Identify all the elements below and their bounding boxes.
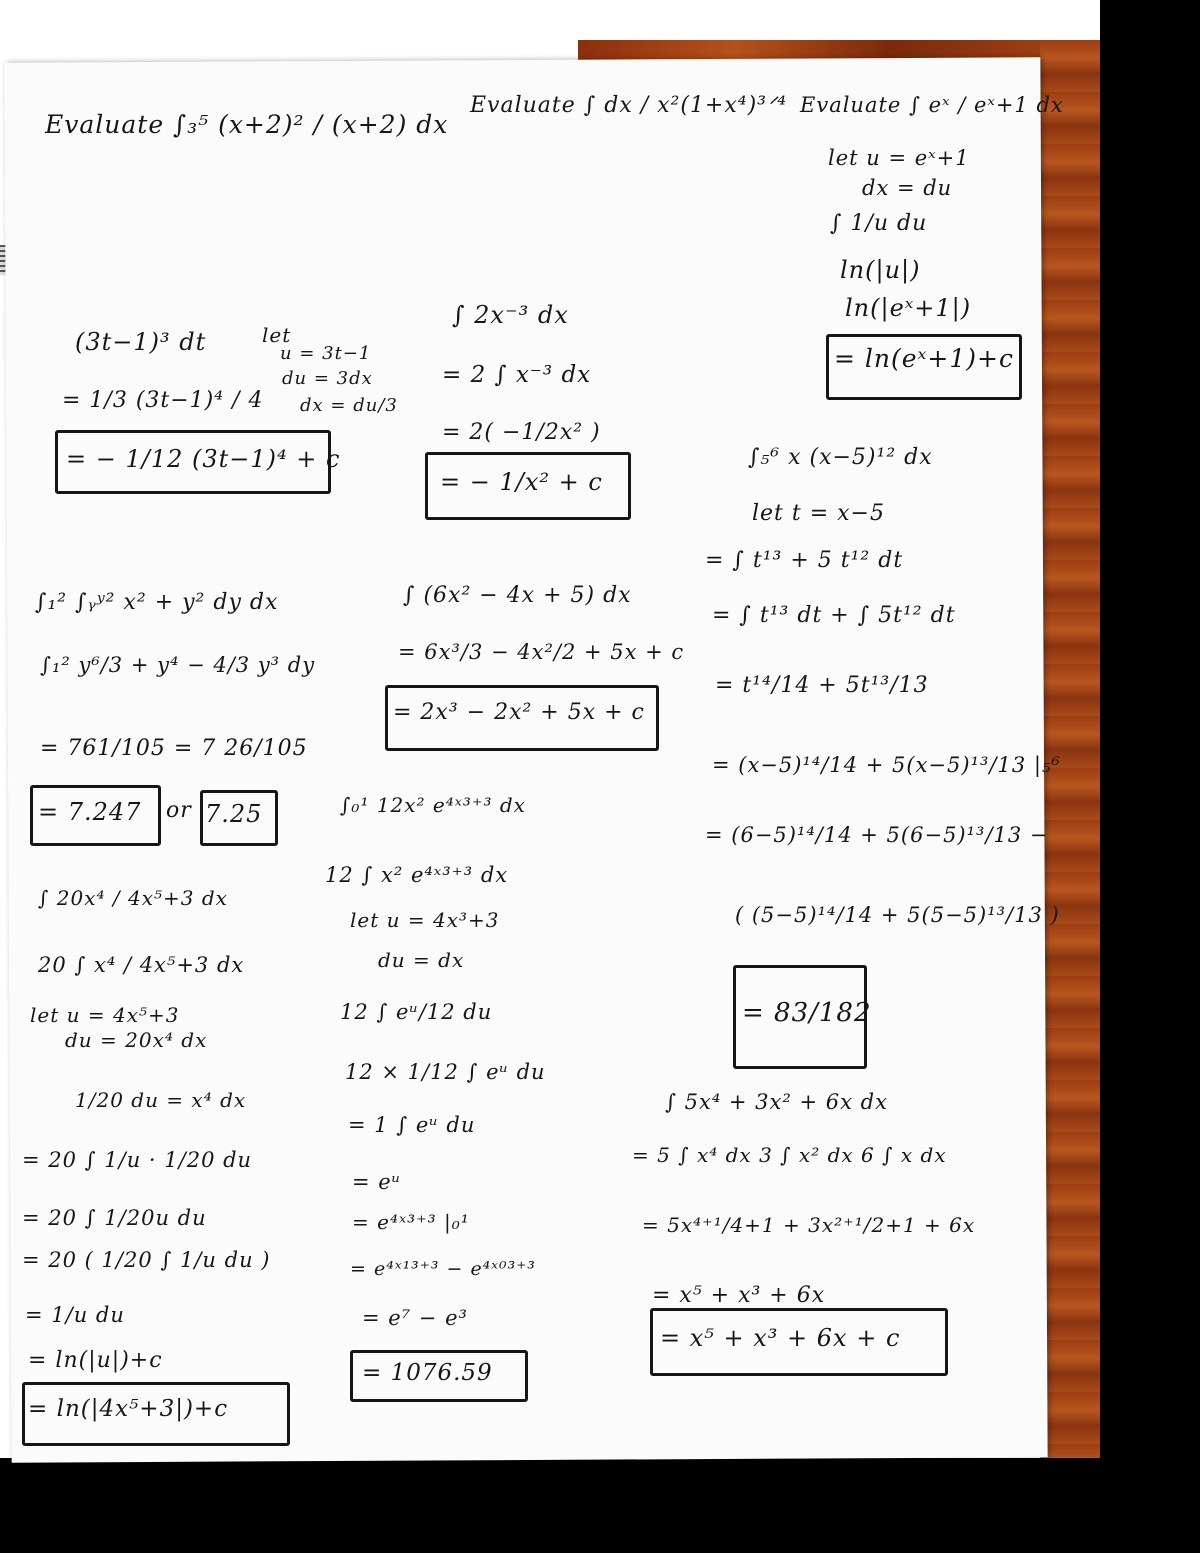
- block-f-line: let u = 4x⁵+3: [30, 1003, 180, 1027]
- block-h-line: = 5x⁴⁺¹/4+1 + 3x²⁺¹/2+1 + 6x: [642, 1213, 976, 1237]
- problem-2-prompt: Evaluate ∫ dx / x²(1+x⁴)³ᐟ⁴: [470, 93, 788, 118]
- block-b-line: = 2( −1/2x² ): [442, 420, 601, 445]
- block-f-line: ∫ 20x⁴ / 4x⁵+3 dx: [38, 886, 228, 910]
- block-c-line: = t¹⁴/14 + 5t¹³/13: [715, 673, 929, 698]
- block-e-answer: = 2x³ − 2x² + 5x + c: [393, 700, 645, 725]
- block-c-line: let t = x−5: [752, 501, 885, 526]
- block-a-line: = 1/3 (3t−1)⁴ / 4: [62, 388, 264, 413]
- background-bottom: [0, 1458, 1200, 1553]
- block-g-line: 12 ∫ x² e⁴ˣ³⁺³ dx: [325, 863, 509, 887]
- block-a-let: let: [262, 323, 292, 347]
- block-a-let: dx = du/3: [300, 395, 398, 416]
- block-f-line: du = 20x⁴ dx: [65, 1028, 208, 1052]
- block-f-line: = ln(|u|)+c: [28, 1348, 163, 1373]
- block-a-line: (3t−1)³ dt: [75, 328, 207, 356]
- problem-3-step: let u = eˣ+1: [828, 146, 970, 170]
- block-a-let: u = 3t−1: [280, 343, 372, 364]
- block-c-line: = (6−5)¹⁴/14 + 5(6−5)¹³/13 −: [705, 823, 1049, 847]
- background-right: [1100, 0, 1200, 1553]
- block-b-line: ∫ 2x⁻³ dx: [452, 301, 569, 329]
- problem-3-step: ln(|u|): [840, 256, 921, 284]
- block-a-answer: = − 1/12 (3t−1)⁴ + c: [66, 445, 341, 473]
- block-h-line: ∫ 5x⁴ + 3x² + 6x dx: [665, 1090, 888, 1114]
- block-g-line: = 1 ∫ eᵘ du: [348, 1113, 476, 1137]
- block-g-line: = e⁴ˣ³⁺³ |₀¹: [352, 1210, 470, 1234]
- block-a-let: du = 3dx: [282, 368, 373, 389]
- background-top: [0, 0, 1100, 40]
- problem-3-step: ∫ 1/u du: [830, 211, 928, 236]
- block-e-line: = 6x³/3 − 4x²/2 + 5x + c: [398, 640, 685, 664]
- block-d-answer: = 7.247: [38, 798, 142, 826]
- block-g-line: 12 × 1/12 ∫ eᵘ du: [345, 1060, 546, 1084]
- problem-3-prompt: Evaluate ∫ eˣ / eˣ+1 dx: [800, 93, 1064, 117]
- block-f-line: 1/20 du = x⁴ dx: [75, 1088, 247, 1112]
- problem-3-answer: = ln(eˣ+1)+c: [834, 344, 1014, 373]
- block-h-line: = x⁵ + x³ + 6x: [652, 1283, 826, 1308]
- block-f-line: 20 ∫ x⁴ / 4x⁵+3 dx: [38, 953, 245, 977]
- block-g-line: ∫₀¹ 12x² e⁴ˣ³⁺³ dx: [340, 793, 526, 817]
- block-e-line: ∫ (6x² − 4x + 5) dx: [403, 583, 632, 608]
- block-f-answer: = ln(|4x⁵+3|)+c: [28, 1396, 229, 1422]
- block-b-answer: = − 1/x² + c: [440, 468, 603, 496]
- block-c-line: ( (5−5)¹⁴/14 + 5(5−5)¹³/13 ): [735, 903, 1060, 927]
- block-g-line: du = dx: [378, 948, 465, 972]
- block-f-line: = 1/u du: [25, 1303, 125, 1327]
- block-f-line: = 20 ∫ 1/u · 1/20 du: [22, 1148, 253, 1172]
- block-h-line: = 5 ∫ x⁴ dx 3 ∫ x² dx 6 ∫ x dx: [632, 1143, 947, 1167]
- block-d-line: ∫₁² y⁶/3 + y⁴ − 4/3 y³ dy: [40, 653, 316, 677]
- block-g-line: = eᵘ: [352, 1170, 402, 1194]
- block-h-answer: = x⁵ + x³ + 6x + c: [660, 1324, 901, 1352]
- block-g-line: = e⁷ − e³: [362, 1306, 468, 1330]
- block-f-line: = 20 ∫ 1/20u du: [22, 1206, 207, 1230]
- block-c-line: = ∫ t¹³ + 5 t¹² dt: [705, 548, 904, 573]
- block-c-answer: = 83/182: [742, 998, 872, 1028]
- problem-3-step: dx = du: [862, 176, 953, 200]
- block-d-line: = 761/105 = 7 26/105: [40, 736, 308, 761]
- block-g-answer: = 1076.59: [362, 1360, 493, 1386]
- block-f-line: = 20 ( 1/20 ∫ 1/u du ): [22, 1248, 271, 1272]
- problem-3-step: ln(|eˣ+1|): [845, 294, 972, 322]
- block-d-line: ∫₁² ∫ᵧʸ² x² + y² dy dx: [35, 590, 279, 615]
- problem-1-prompt: Evaluate ∫₃⁵ (x+2)² / (x+2) dx: [45, 110, 449, 139]
- block-d-or: or: [166, 798, 192, 823]
- block-c-line: ∫₅⁶ x (x−5)¹² dx: [748, 445, 933, 470]
- block-g-line: let u = 4x³+3: [350, 908, 500, 932]
- block-c-line: = ∫ t¹³ dt + ∫ 5t¹² dt: [712, 603, 956, 628]
- block-g-line: = e⁴ˣ¹³⁺³ − e⁴ˣ⁰³⁺³: [350, 1258, 536, 1280]
- block-b-line: = 2 ∫ x⁻³ dx: [442, 362, 592, 388]
- block-g-line: 12 ∫ eᵘ/12 du: [340, 1000, 493, 1024]
- block-c-line: = (x−5)¹⁴/14 + 5(x−5)¹³/13 |₅⁶: [712, 753, 1061, 777]
- block-d-answer-alt: 7.25: [205, 800, 263, 828]
